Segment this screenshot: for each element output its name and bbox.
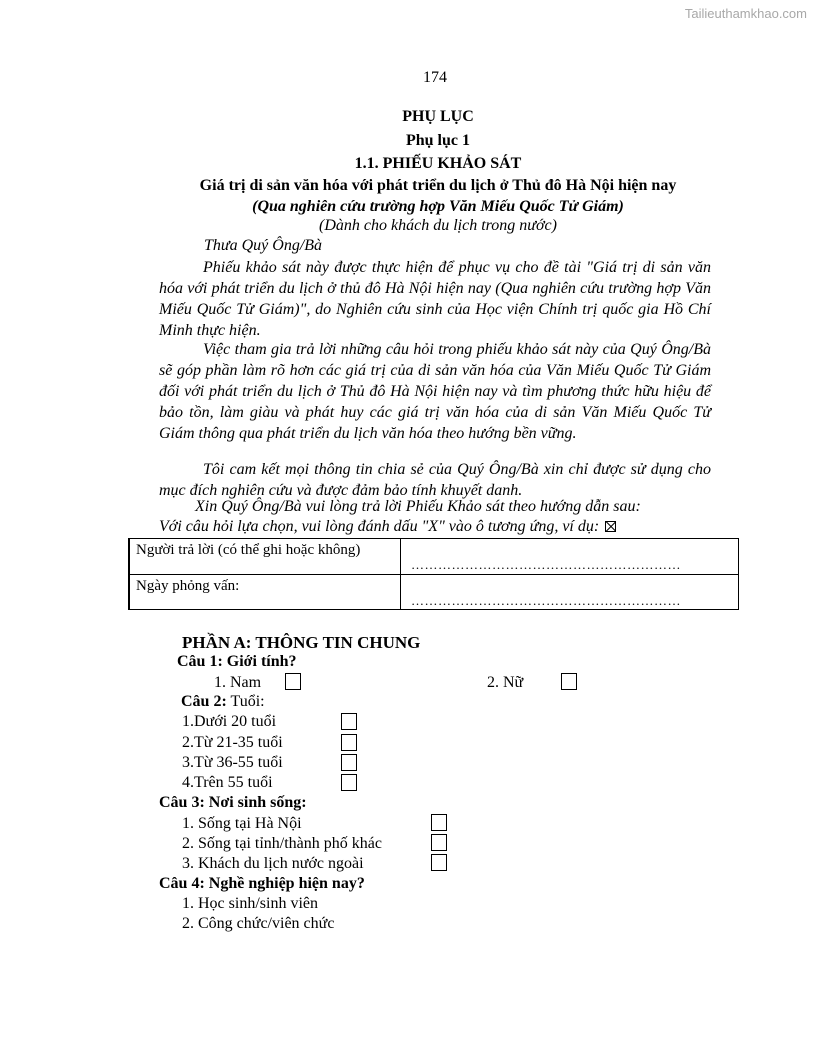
- respondent-row: [130, 539, 738, 574]
- q3-option-3: 3. Khách du lịch nước ngoài: [182, 855, 364, 872]
- q1-option-2-checkbox[interactable]: [561, 673, 577, 690]
- date-row: [130, 574, 738, 610]
- appendix-1-heading: Phụ lục 1: [405, 132, 470, 149]
- instruction-1: Xin Quý Ông/Bà vui lòng trả lời Phiếu Khảo sát theo hướng dẫn sau:: [195, 498, 641, 515]
- respondent-label: Người trả lời (có thể ghi hoặc không): [136, 542, 361, 558]
- q1-option-1-checkbox[interactable]: [285, 673, 301, 690]
- date-field[interactable]: [400, 575, 738, 610]
- instruction-2: Với câu hỏi lựa chọn, vui lòng đánh dấu "X" vào ô tương ứng, ví dụ:: [159, 518, 616, 536]
- appendix-heading: PHỤ LỤC: [402, 108, 474, 125]
- q3-option-1-checkbox[interactable]: [431, 814, 447, 831]
- q1-option-1: 1. Nam: [214, 674, 262, 691]
- q2-option-1-checkbox[interactable]: [341, 713, 357, 730]
- intro-paragraph-3: Tôi cam kết mọi thông tin chia sẻ của Quý Ông/Bà xin chỉ được sử dụng cho mục đích nghiên cứu và được đảm bảo tính khuyết danh.: [159, 461, 711, 499]
- intro-paragraph-1: Phiếu khảo sát này được thực hiện để phục vụ cho đề tài "Giá trị di sản văn hóa với phát triển du lịch ở thủ đô Hà Nội hiện nay (Qua nghiên cứu trường hợp Văn Miếu Quốc Tử Giám)", do Nghiên cứu sinh của Học viện Chính trị quốc gia Hồ Chí Minh thực hiện.: [159, 259, 711, 339]
- respondent-dots: ……………………………………………………: [411, 557, 681, 572]
- info-table: [128, 538, 739, 610]
- q2-option-4-checkbox[interactable]: [341, 774, 357, 791]
- q2-label: Câu 2: Tuổi:: [181, 693, 265, 710]
- q2-option-4: 4.Trên 55 tuổi: [182, 774, 273, 791]
- q2-option-2: 2.Từ 21-35 tuổi: [182, 734, 283, 751]
- q3-option-1: 1. Sống tại Hà Nội: [182, 815, 302, 832]
- q1-option-2: 2. Nữ: [487, 674, 524, 691]
- date-label: Ngày phỏng vấn:: [136, 578, 240, 594]
- q3-option-2-checkbox[interactable]: [431, 834, 447, 851]
- date-dots: ……………………………………………………: [411, 593, 681, 608]
- checked-box-example-icon: [605, 521, 616, 532]
- part-a-title: PHẦN A: THÔNG TIN CHUNG: [182, 633, 421, 652]
- page-number: 174: [423, 69, 447, 86]
- q2-option-3-checkbox[interactable]: [341, 754, 357, 771]
- respondent-field[interactable]: [400, 539, 738, 574]
- q4-option-2: 2. Công chức/viên chức: [182, 915, 335, 932]
- q2-option-3: 3.Từ 36-55 tuổi: [182, 754, 283, 771]
- q4-label: Câu 4: Nghề nghiệp hiện nay?: [159, 875, 365, 892]
- q1-label: Câu 1: Giới tính?: [177, 653, 297, 670]
- survey-audience: (Dành cho khách du lịch trong nước): [319, 217, 557, 234]
- intro-paragraph-2: Việc tham gia trả lời những câu hỏi trong phiếu khảo sát này của Quý Ông/Bà sẽ góp phần làm rõ hơn các giá trị của di sản văn hóa của Văn Miếu Quốc Tử Giám đối với phát triển du lịch ở Thủ đô Hà Nội hiện nay và tìm phương thức hữu hiệu để bảo tồn, làm giàu và phát huy các giá trị văn hóa của di sản Văn Miếu Quốc Tử Giám thông qua phát triển du lịch văn hóa theo hướng bền vững.: [159, 341, 711, 442]
- q3-label: Câu 3: Nơi sinh sống:: [159, 794, 307, 811]
- q2-option-2-checkbox[interactable]: [341, 734, 357, 751]
- survey-topic: Giá trị di sản văn hóa với phát triển du lịch ở Thủ đô Hà Nội hiện nay: [199, 177, 677, 194]
- survey-subtopic: (Qua nghiên cứu trường hợp Văn Miếu Quốc Tử Giám): [252, 198, 624, 215]
- q2-option-1: 1.Dưới 20 tuổi: [182, 713, 277, 730]
- watermark: Tailieuthamkhao.com: [684, 6, 807, 21]
- survey-title: 1.1. PHIẾU KHẢO SÁT: [354, 155, 522, 172]
- q4-option-1: 1. Học sinh/sinh viên: [182, 895, 318, 912]
- greeting: Thưa Quý Ông/Bà: [204, 237, 323, 254]
- q3-option-3-checkbox[interactable]: [431, 854, 447, 871]
- q3-option-2: 2. Sống tại tỉnh/thành phố khác: [182, 835, 382, 852]
